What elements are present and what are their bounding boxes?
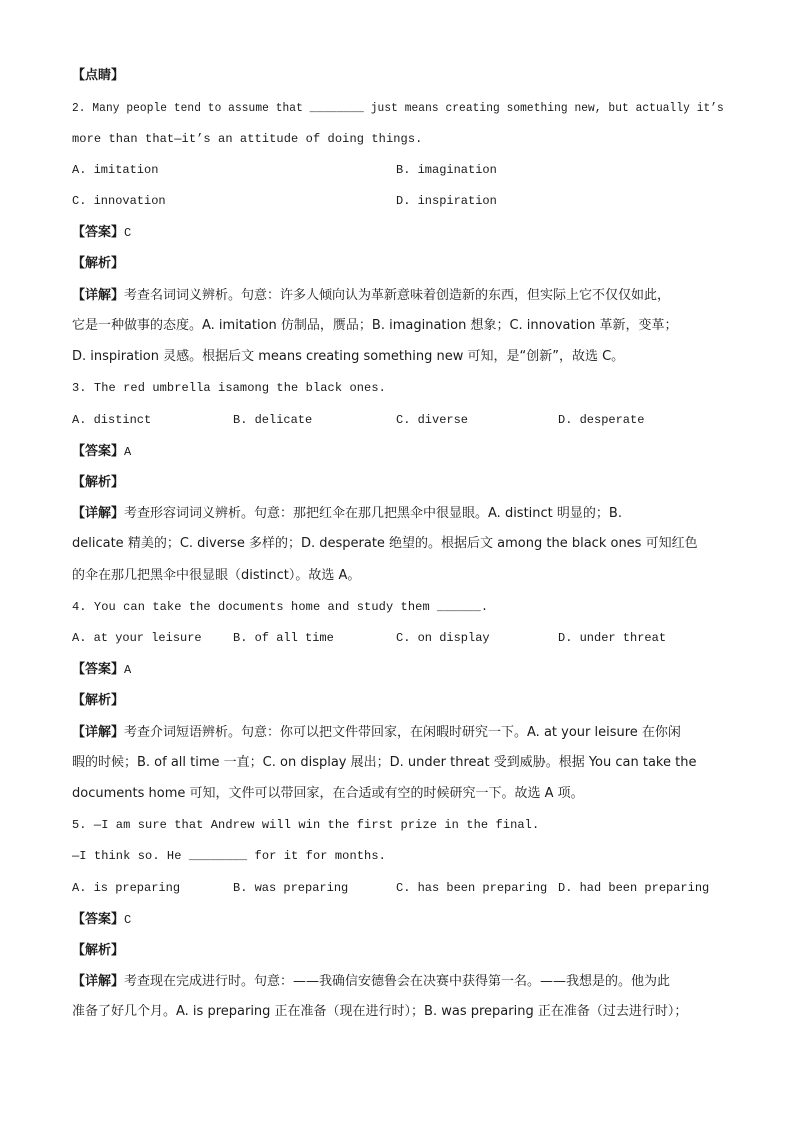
dianjing-label: 【点睛】 <box>72 68 125 83</box>
q3-option-b: B. delicate <box>233 413 313 427</box>
q3-analysis-label: 【解析】 <box>72 475 125 490</box>
q5-stem-line2: —I think so. He ________ for it for months. <box>72 849 386 863</box>
q4-answer <box>72 658 724 680</box>
q3-analysis <box>72 471 724 493</box>
q4-detail-label: 【详解】 <box>72 725 125 740</box>
q4-detail-line1 <box>72 721 724 743</box>
q2-option-d: D. inspiration <box>396 194 497 208</box>
q5-analysis <box>72 939 724 961</box>
q5-detail-label: 【详解】 <box>72 974 125 989</box>
q5-detail-line2: 准备了好几个月。A. is preparing 正在准备（现在进行时）；B. was preparing 正在准备（过去进行时）； <box>72 1004 688 1019</box>
q2-detail-line3: D. inspiration 灵感。根据后文 means creating something new 可知，是“创新”，故选 C。 <box>72 349 625 364</box>
q4-option-c: C. on display <box>396 631 490 645</box>
q5-option-c: C. has been preparing <box>396 881 548 895</box>
q2-analysis <box>72 252 724 274</box>
q5-answer-value: C <box>124 913 132 927</box>
q4-analysis <box>72 689 724 711</box>
q4-stem: 4. You can take the documents home and study them ______. <box>72 600 489 614</box>
q3-option-a: A. distinct <box>72 413 152 427</box>
q2-answer-value: C <box>124 226 132 240</box>
q2-option-b: B. imagination <box>396 163 497 177</box>
q2-analysis-label: 【解析】 <box>72 256 125 271</box>
q2-stem-line1: 2. Many people tend to assume that ________ just means creating something new, but actually it’s <box>72 101 724 115</box>
q3-option-d: D. desperate <box>558 413 645 427</box>
q4-analysis-label: 【解析】 <box>72 693 125 708</box>
q2-answer-label: 【答案】 <box>72 225 125 240</box>
q5-stem-line1: 5. —I am sure that Andrew will win the first prize in the final. <box>72 818 540 832</box>
q5-detail-text1: 考查现在完成进行时。句意：——我确信安德鲁会在决赛中获得第一名。——我想是的。他为此 <box>124 974 671 989</box>
q4-answer-label: 【答案】 <box>72 662 125 677</box>
q2-detail-line1 <box>72 284 724 306</box>
q5-answer <box>72 908 724 930</box>
q2-answer <box>72 221 724 243</box>
section-header-dianjing <box>72 64 724 86</box>
q2-detail-label: 【详解】 <box>72 288 125 303</box>
q3-stem: 3. The red umbrella isamong the black ones. <box>72 381 386 395</box>
q3-detail-label: 【详解】 <box>72 506 125 521</box>
q4-answer-value: A <box>124 663 132 677</box>
q3-detail-line3: 的伞在那几把黑伞中很显眼（distinct）。故选 A。 <box>72 568 361 583</box>
q2-option-c: C. innovation <box>72 194 166 208</box>
q4-option-b: B. of all time <box>233 631 334 645</box>
q4-option-d: D. under threat <box>558 631 667 645</box>
q5-option-a: A. is preparing <box>72 881 181 895</box>
q5-option-d: D. had been preparing <box>558 881 710 895</box>
q2-detail-line2: 它是一种做事的态度。A. imitation 仿制品，赝品；B. imagination 想象；C. innovation 革新，变革； <box>72 318 678 333</box>
q2-stem-line2: more than that—it’s an attitude of doing things. <box>72 132 423 146</box>
q3-detail-text1: 考查形容词词义辨析。句意：那把红伞在那几把黑伞中很显眼。A. distinct 明显的；B. <box>124 506 622 521</box>
q5-option-b: B. was preparing <box>233 881 349 895</box>
q4-detail-text1: 考查介词短语辨析。句意：你可以把文件带回家，在闲暇时研究一下。A. at your leisure 在你闲 <box>124 725 681 740</box>
q3-detail-line2: delicate 精美的；C. diverse 多样的；D. desperate 绝望的。根据后文 among the black ones 可知红色 <box>72 536 698 551</box>
q2-detail-text1: 考查名词词义辨析。句意：许多人倾向认为革新意味着创造新的东西，但实际上它不仅仅如此， <box>124 288 671 303</box>
q2-option-a: A. imitation <box>72 163 159 177</box>
q5-answer-label: 【答案】 <box>72 912 125 927</box>
q3-answer-value: A <box>124 445 132 459</box>
q3-detail-line1 <box>72 502 724 524</box>
q4-option-a: A. at your leisure <box>72 631 202 645</box>
q3-option-c: C. diverse <box>396 413 469 427</box>
q4-detail-line2: 暇的时候；B. of all time 一直；C. on display 展出；D. under threat 受到威胁。根据 You can take the <box>72 755 697 770</box>
q5-detail-line1 <box>72 970 724 992</box>
q5-analysis-label: 【解析】 <box>72 943 125 958</box>
q3-answer-label: 【答案】 <box>72 444 125 459</box>
q3-answer <box>72 440 724 462</box>
q4-detail-line3: documents home 可知，文件可以带回家，在合适或有空的时候研究一下。故选 A 项。 <box>72 786 584 801</box>
